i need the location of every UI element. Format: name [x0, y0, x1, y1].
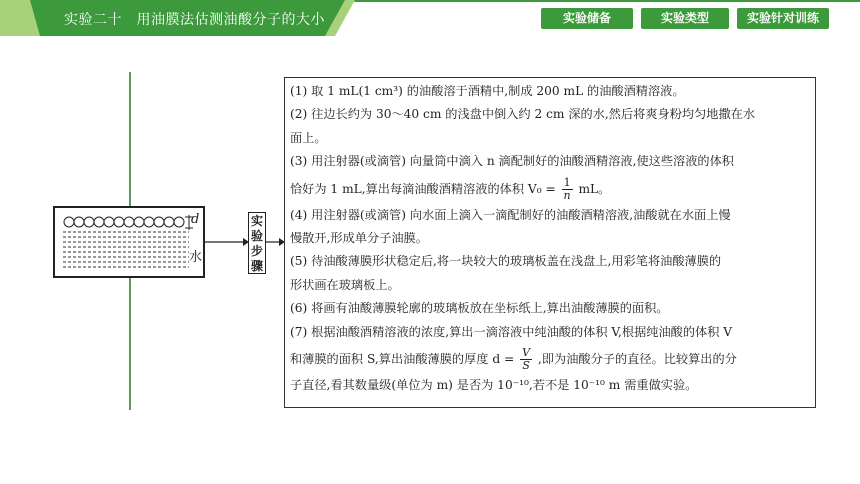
step-5: (5) 待油酸薄膜形状稳定后,将一块较大的玻璃板盖在浅盘上,用彩笔将油酸薄膜的 — [290, 254, 722, 269]
oil-film-illustration — [55, 208, 203, 276]
step-7-formula-text: 和薄膜的面积 S,算出油酸薄膜的厚度 d = — [290, 352, 515, 367]
step-3-formula-unit: mL。 — [578, 181, 611, 196]
arrow-right-icon — [205, 236, 249, 248]
step-2-cont: 面上。 — [290, 130, 327, 145]
tab-experiment-training[interactable]: 实验针对训练 — [737, 8, 829, 29]
step-7-cont — [290, 344, 810, 374]
fraction-denominator: n — [563, 188, 571, 202]
step-4-cont: 慢散开,形成单分子油膜。 — [290, 231, 428, 246]
step-6: (6) 将画有油酸薄膜轮廓的玻璃板放在坐标纸上,算出油酸薄膜的面积。 — [290, 301, 669, 316]
step-1: (1) 取 1 mL(1 cm³) 的油酸溶于酒精中,制成 200 mL 的油酸酒精溶液。 — [290, 84, 685, 98]
fraction-1-over-n — [562, 177, 573, 202]
fraction-v-over-s — [520, 347, 532, 372]
tab-experiment-types[interactable]: 实验类型 — [641, 8, 729, 29]
page-title: 实验二十 用油膜法估测油酸分子的大小 — [64, 12, 325, 28]
step-7-formula-tail: ,即为油酸分子的直径。比较算出的分 — [537, 352, 737, 367]
step-3: (3) 用注射器(或滴管) 向量筒中滴入 n 滴配制好的油酸酒精溶液,使这些溶液的体积 — [290, 154, 734, 169]
step-3-formula-text: 恰好为 1 mL,算出每滴油酸酒精溶液的体积 V₀ = — [290, 181, 556, 196]
step-7: (7) 根据油酸酒精溶液的浓度,算出一滴溶液中纯油酸的体积 V,根据纯油酸的体积 V — [290, 324, 733, 339]
fraction-numerator: V — [522, 346, 531, 360]
fraction-denominator: S — [522, 359, 530, 373]
experiment-steps-label: 实验步骤 — [248, 212, 266, 274]
step-5-cont: 形状画在玻璃板上。 — [290, 277, 400, 292]
step-2: (2) 往边长约为 30～40 cm 的浅盘中倒入约 2 cm 深的水,然后将爽身粉均匀地撒在水 — [290, 107, 756, 122]
tab-experiment-prep[interactable]: 实验储备 — [541, 8, 633, 29]
step-7-end: 子直径,看其数量级(单位为 m) 是否为 10⁻¹⁰,若不是 10⁻¹⁰ m 需重做实验。 — [290, 378, 698, 393]
thickness-label: d — [191, 212, 200, 227]
header-bar — [0, 0, 860, 38]
shallow-dish-diagram — [53, 206, 205, 278]
steps-panel — [284, 77, 816, 408]
step-3-cont — [290, 174, 810, 204]
step-4: (4) 用注射器(或滴管) 向水面上滴入一滴配制好的油酸酒精溶液,油酸就在水面上慢 — [290, 207, 731, 222]
fraction-numerator: 1 — [563, 175, 571, 189]
arrow-right-icon — [266, 236, 285, 248]
water-label: 水 — [189, 250, 203, 265]
